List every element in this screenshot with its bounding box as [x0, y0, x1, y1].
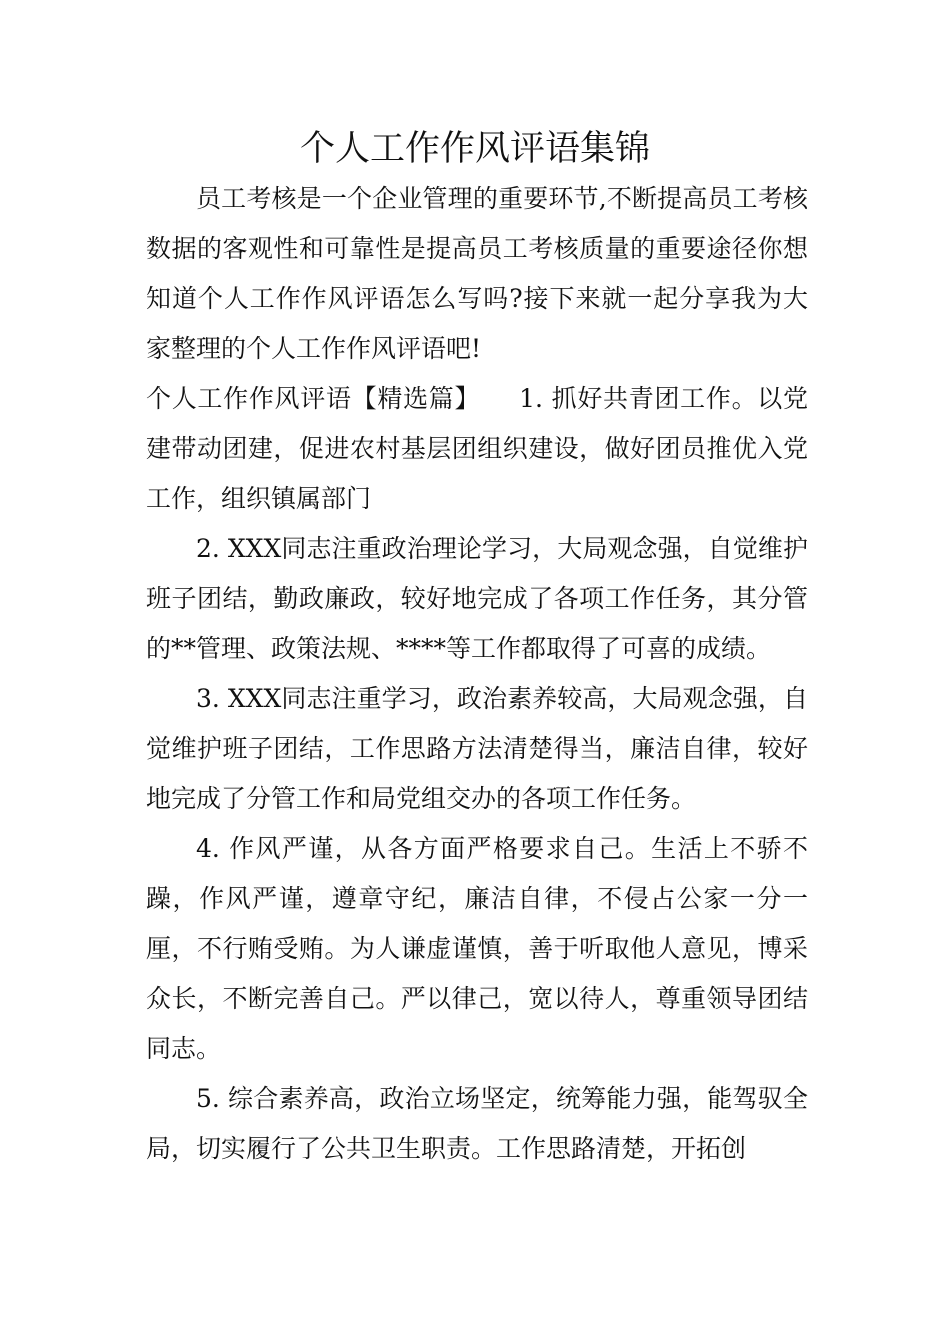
comment-paragraph-5: 5. 综合素养高，政治立场坚定，统筹能力强，能驾驭全局，切实履行了公共卫生职责。工作思路清楚，开拓创: [146, 1084, 808, 1163]
document-body: [146, 174, 808, 1174]
intro-paragraph: 员工考核是一个企业管理的重要环节,不断提高员工考核数据的客观性和可靠性是提高员工考核质量的重要途径你想知道个人工作作风评语怎么写吗?接下来就一起分享我为大家整理的个人工作作风评语吧!: [146, 184, 808, 363]
section-heading-paragraph: 个人工作作风评语【精选篇】 1. 抓好共青团工作。以党建带动团建，促进农村基层团组织建设，做好团员推优入党工作，组织镇属部门: [146, 384, 808, 513]
document-title: 个人工作作风评语集锦: [299, 129, 650, 169]
comment-paragraph-2: 2. XXX同志注重政治理论学习，大局观念强，自觉维护班子团结，勤政廉政，较好地完成了各项工作任务，其分管的**管理、政策法规、****等工作都取得了可喜的成绩。: [146, 534, 808, 663]
comment-paragraph-4: 4. 作风严谨，从各方面严格要求自己。生活上不骄不躁，作风严谨，遵章守纪，廉洁自律，不侵占公家一分一厘，不行贿受贿。为人谦虚谨慎，善于听取他人意见，博采众长，不断完善自己。严以律己，宽以待人，尊重领导团结同志。: [146, 834, 808, 1063]
comment-paragraph-3: 3. XXX同志注重学习，政治素养较高，大局观念强，自觉维护班子团结，工作思路方法清楚得当，廉洁自律，较好地完成了分管工作和局党组交办的各项工作任务。: [146, 684, 808, 813]
